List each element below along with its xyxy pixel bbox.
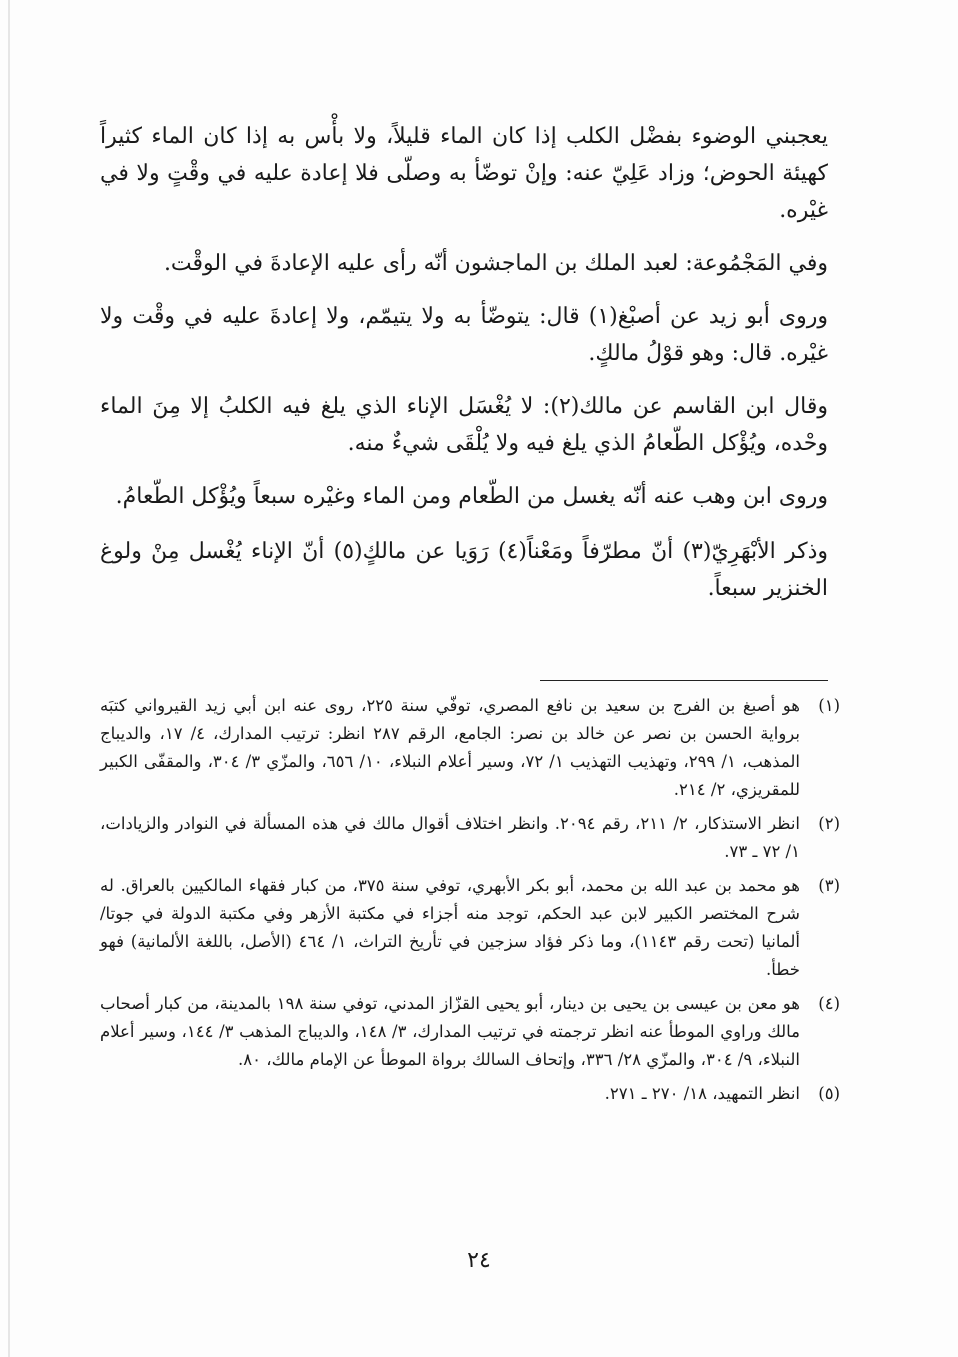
main-text-body [100, 118, 828, 623]
main-paragraph-5: وروى ابن وهب عنه أنّه يغسل من الطّعام ومن الماء وغيْره سبعاً ويُؤْكل الطّعامُ. [115, 484, 828, 509]
footnote-2 [100, 810, 840, 866]
footnote-text: هو معن بن عيسى بن يحيى بن دينار، أبو يحيى القزّاز المدني، توفي سنة ١٩٨ بالمدينة، من كبار أصحاب مالك وراوي الموطأ عنه انظر ترجمته في ترتيب المدارك، ٣/ ١٤٨، والديباج المذهب ٣/ ١٤٤، وسير أعلام النبلاء، ٩/ ٣٠٤، والمزّي ٢٨/ ٣٣٦، وإتحاف السالك برواة الموطأ عن الإمام مالك، ٨٠. [100, 994, 800, 1069]
footnote-4 [100, 990, 840, 1074]
footnote-3 [100, 872, 840, 984]
footnote-1 [100, 692, 840, 804]
main-paragraph-4: وقال ابن القاسم عن مالك(٢): لا يُغْسَل الإناء الذي يلغ فيه الكلبُ إلا مِنَ الماء وحْده، ويُؤْكل الطّعامُ الذي يلغ فيه ولا يُلْقَى شيءٌ منه. [100, 394, 828, 456]
footnote-number: (١) [818, 696, 840, 715]
footnote-number: (٢) [818, 814, 840, 833]
main-paragraph-3: وروى أبو زيد عن أصبْغ(١) قال: يتوضّأ به ولا يتيمّم، ولا إعادةَ عليه في وقْت ولا غيْره. قال: وهو قوْلُ مالكٍ. [100, 304, 828, 366]
footnote-5 [100, 1080, 840, 1108]
footnote-number: (٤) [818, 994, 840, 1013]
main-paragraph-6: وذكر الأبْهَرِيّ(٣) أنّ مطرّفاً ومَعْناً(٤) رَوَيا عن مالكٍ(٥) أنّ الإناء يُغْسل مِنْ ولوغ الخنزير سبعاً. [100, 539, 828, 601]
footnote-text: هو أصبغ بن الفرج بن سعيد بن نافع المصري، توفّي سنة ٢٢٥، روى عنه ابن أبي زيد القيرواني كتبَه برواية الحسن بن نصر عن خالد بن نصر: الجامع، الرقم ٢٨٧ انظر: ترتيب المدارك، ٤/ ١٧، والديباج المذهب، ١/ ٢٩٩، وتهذيب التهذيب ١/ ٧٢، وسير أعلام النبلاء، ١٠/ ٦٥٦، والمزّي ٣/ ٣٠٤، والمقفّى الكبير للمقريزي، ٢/ ٢١٤. [100, 696, 801, 799]
main-paragraph-2: وفي المَجْمُوعة: لعبد الملك بن الماجشون أنّه رأى عليه الإعادةَ في الوقْت. [163, 251, 828, 276]
footnote-text: انظر التمهيد، ١٨/ ٢٧٠ ـ ٢٧١. [604, 1084, 800, 1103]
footnote-number: (٥) [818, 1084, 840, 1103]
scan-edge-line [8, 0, 10, 1357]
footnote-text: هو محمد بن عبد الله بن محمد، أبو بكر الأبهري، توفي سنة ٣٧٥، من كبار فقهاء المالكيين بالعراق. له شرح المختصر الكبير لابن عبد الحكم، توجد منه أجزاء في مكتبة الأزهر وفي مكتبة الدولة في جوتا/ ألمانيا (تحت رقم ١١٤٣)، وما ذكر فؤاد سزجين في تأريخ التراث، ١/ ٤٦٤ (الأصل، باللغة الألمانية) فهو خطأ. [100, 876, 801, 979]
footnote-divider [540, 680, 828, 681]
footnote-number: (٣) [818, 876, 840, 895]
page-number: ٢٤ [467, 1248, 491, 1273]
footnote-text: انظر الاستذكار، ٢/ ٢١١، رقم ٢٠٩٤. وانظر اختلاف أقوال مالك في هذه المسألة في النوادر والزيادات، ١/ ٧٢ ـ ٧٣. [100, 814, 800, 861]
footnotes-section [100, 692, 840, 1114]
main-paragraph-1: يعجبني الوضوء بفضْل الكلب إذا كان الماء قليلاً، ولا بأْس به إذا كان الماء كثيراً كهيئة الحوض؛ وزاد عَلِيّ عنه: وإنْ توضّأ به وصلّى فلا إعادة عليه في وقْتٍ ولا في غيْره. [100, 124, 828, 223]
